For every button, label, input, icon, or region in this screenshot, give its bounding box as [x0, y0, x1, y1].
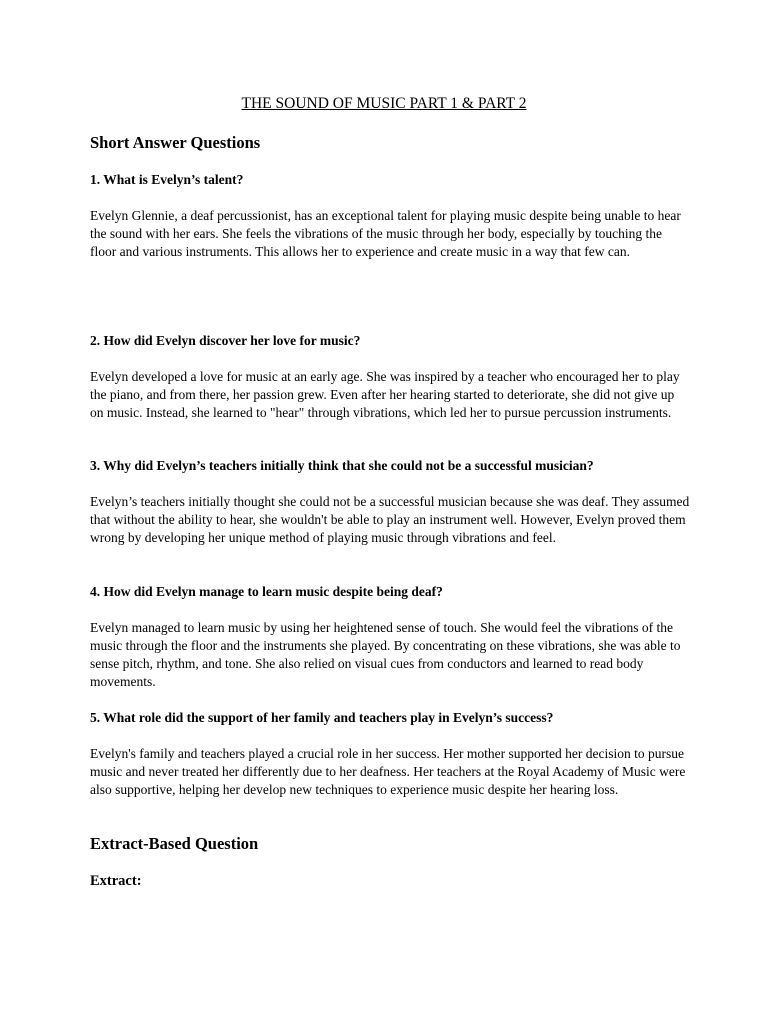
- answer-5: Evelyn's family and teachers played a crucial role in her success. Her mother supported her decision to pursue music and never treated her differently due to her deafness. Her teachers at the Royal Academy of Music were also supportive, helping her develop new techniques to experience music despite her hearing loss.: [90, 746, 686, 797]
- question-3: 3. Why did Evelyn’s teachers initially think that she could not be a successful musician?: [90, 458, 594, 473]
- question-5: 5. What role did the support of her family and teachers play in Evelyn’s success?: [90, 710, 554, 725]
- question-4: 4. How did Evelyn manage to learn music despite being deaf?: [90, 584, 443, 599]
- question-1: 1. What is Evelyn’s talent?: [90, 172, 244, 187]
- answer-2: Evelyn developed a love for music at an early age. She was inspired by a teacher who encouraged her to play the piano, and from there, her passion grew. Even after her hearing started to deteriorate, she did not give up on music. Instead, she learned to "hear" through vibrations, which led her to pursue percussion instruments.: [90, 369, 680, 420]
- section-heading-short-answer: Short Answer Questions: [90, 133, 261, 152]
- section-heading-extract: Extract-Based Question: [90, 834, 259, 853]
- answer-4: Evelyn managed to learn music by using her heightened sense of touch. She would feel the vibrations of the music through the floor and the instruments she played. By concentrating on these vibrations, she was able to sense pitch, rhythm, and tone. She also relied on visual cues from conductors and learned to read body movements.: [90, 620, 681, 689]
- extract-label: Extract:: [90, 873, 142, 889]
- answer-3: Evelyn’s teachers initially thought she could not be a successful musician because she was deaf. They assumed that without the ability to hear, she wouldn't be able to play an instrument well. However, Evelyn proved them wrong by developing her unique method of playing music through vibrations and feel.: [90, 494, 690, 545]
- document-title: THE SOUND OF MUSIC PART 1 & PART 2: [241, 95, 527, 112]
- question-2: 2. How did Evelyn discover her love for music?: [90, 333, 361, 348]
- answer-1: Evelyn Glennie, a deaf percussionist, has an exceptional talent for playing music despite being unable to hear the sound with her ears. She feels the vibrations of the music through her body, especially by touching the floor and various instruments. This allows her to experience and create music in a way that few can.: [90, 208, 681, 259]
